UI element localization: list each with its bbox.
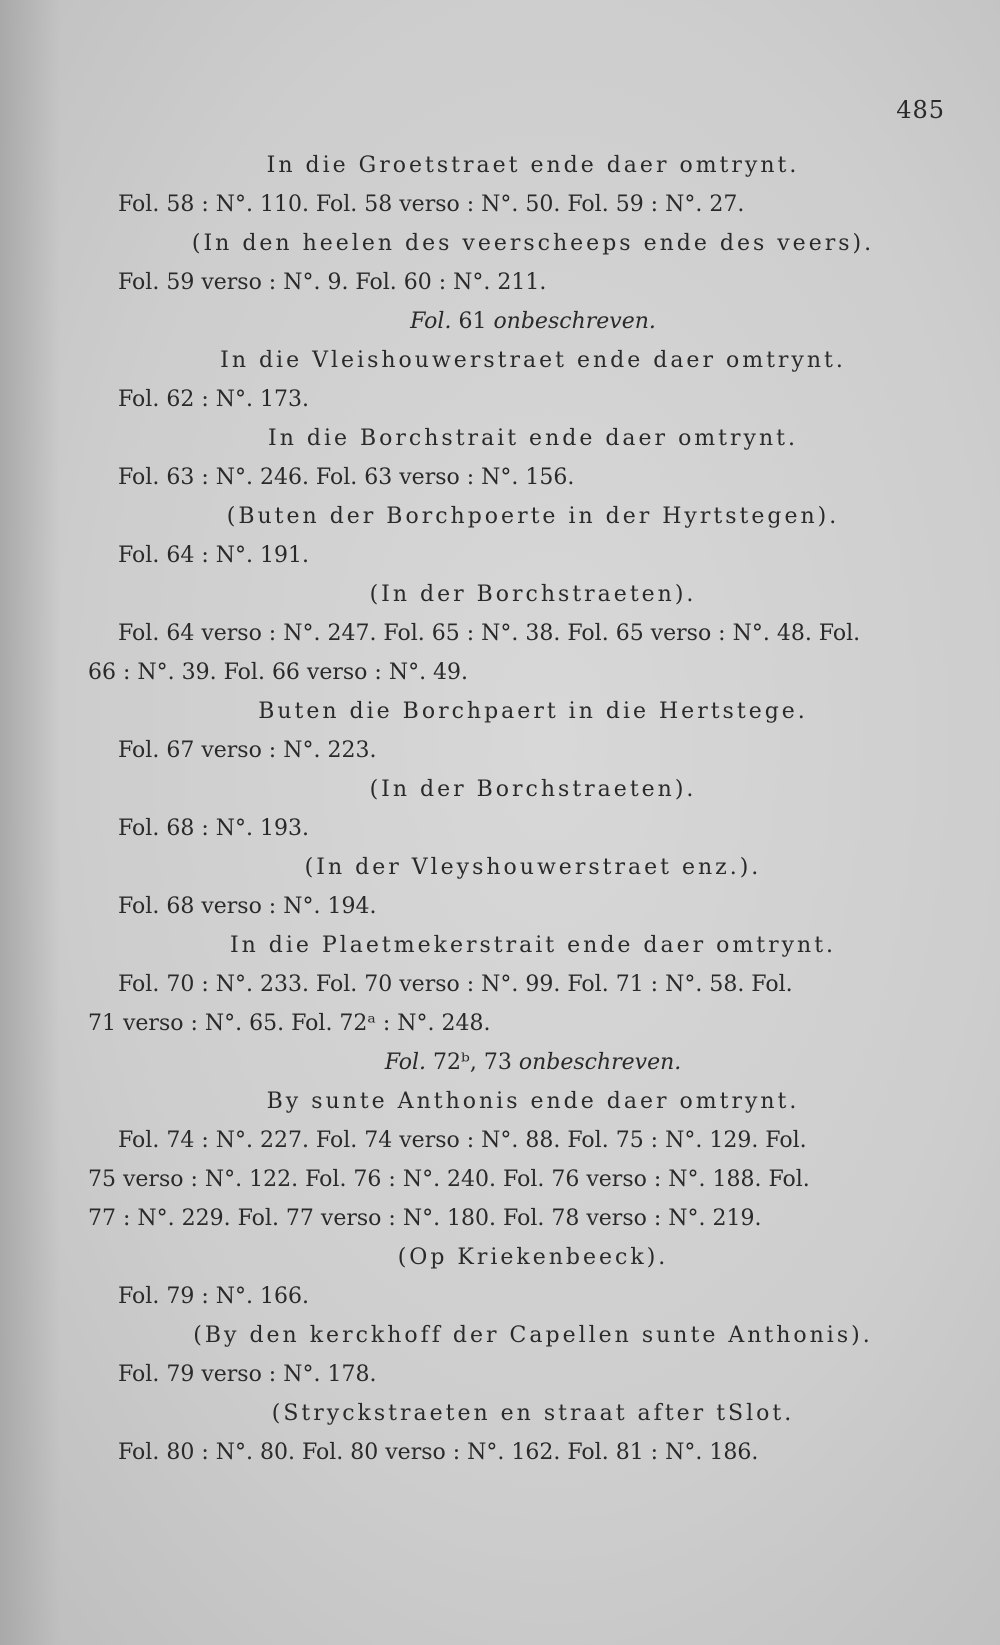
folio-entry-line: Fol. 64 verso : N°. 247. Fol. 65 : N°. 38. Fol. 65 verso : N°. 48. Fol.	[118, 621, 861, 646]
section-heading: (In der Borchstraeten).	[369, 777, 697, 802]
folio-entry-continuation: 75 verso : N°. 122. Fol. 76 : N°. 240. Fol. 76 verso : N°. 188. Fol.	[88, 1167, 810, 1192]
folio-entry-continuation: 71 verso : N°. 65. Fol. 72ᵃ : N°. 248.	[88, 1011, 491, 1036]
section-heading: In die Vleishouwerstraet ende daer omtrynt.	[220, 348, 846, 373]
section-heading: In die Groetstraet ende daer omtrynt.	[266, 153, 800, 178]
unwritten-folio-note	[118, 302, 948, 341]
section-heading: (In den heelen des veerscheeps ende des veers).	[191, 231, 875, 256]
section-heading: (Op Kriekenbeeck).	[397, 1245, 669, 1270]
document-body	[88, 146, 948, 1472]
folio-entry-line: Fol. 80 : N°. 80. Fol. 80 verso : N°. 162. Fol. 81 : N°. 186.	[118, 1440, 759, 1465]
section-heading: (Buten der Borchpoerte in der Hyrtstegen).	[226, 504, 840, 529]
folio-entry-line: Fol. 58 : N°. 110. Fol. 58 verso : N°. 50. Fol. 59 : N°. 27.	[118, 192, 745, 217]
note-italic-label: Fol.	[384, 1050, 427, 1075]
folio-entry-line: Fol. 74 : N°. 227. Fol. 74 verso : N°. 88. Fol. 75 : N°. 129. Fol.	[118, 1128, 807, 1153]
folio-entry-line: Fol. 59 verso : N°. 9. Fol. 60 : N°. 211.	[118, 270, 547, 295]
folio-entry-line: Fol. 79 verso : N°. 178.	[118, 1362, 377, 1387]
folio-entry-line: Fol. 79 : N°. 166.	[118, 1284, 309, 1309]
folio-entry-line: Fol. 70 : N°. 233. Fol. 70 verso : N°. 99. Fol. 71 : N°. 58. Fol.	[118, 972, 793, 997]
note-folio-number: 72ᵇ, 73	[426, 1050, 519, 1075]
folio-entry-line: Fol. 68 verso : N°. 194.	[118, 894, 377, 919]
folio-entry-line: Fol. 62 : N°. 173.	[118, 387, 309, 412]
folio-entry-continuation: 66 : N°. 39. Fol. 66 verso : N°. 49.	[88, 660, 469, 685]
note-italic-label: Fol.	[410, 309, 452, 334]
folio-entry-line: Fol. 64 : N°. 191.	[118, 543, 309, 568]
section-heading: (By den kerckhoff der Capellen sunte Anthonis).	[193, 1323, 873, 1348]
note-folio-number: 61	[451, 309, 494, 334]
note-italic-status: onbeschreven.	[493, 309, 656, 334]
folio-entry-line: Fol. 68 : N°. 193.	[118, 816, 309, 841]
section-heading: In die Borchstrait ende daer omtrynt.	[268, 426, 798, 451]
unwritten-folio-note	[118, 1043, 948, 1082]
section-heading: (In der Borchstraeten).	[369, 582, 697, 607]
section-heading: (Stryckstraeten en straat after tSlot.	[271, 1401, 795, 1426]
folio-entry-line: Fol. 67 verso : N°. 223.	[118, 738, 377, 763]
page-number: 485	[896, 96, 945, 124]
section-heading: Buten die Borchpaert in die Hertstege.	[258, 699, 808, 724]
section-heading: (In der Vleyshouwerstraet enz.).	[304, 855, 762, 880]
folio-entry-line: Fol. 63 : N°. 246. Fol. 63 verso : N°. 156.	[118, 465, 575, 490]
folio-entry-continuation: 77 : N°. 229. Fol. 77 verso : N°. 180. Fol. 78 verso : N°. 219.	[88, 1206, 762, 1231]
note-italic-status: onbeschreven.	[518, 1050, 682, 1075]
page-edge-shadow	[0, 0, 60, 1645]
section-heading: By sunte Anthonis ende daer omtrynt.	[266, 1089, 800, 1114]
section-heading: In die Plaetmekerstrait ende daer omtrynt.	[229, 933, 837, 958]
